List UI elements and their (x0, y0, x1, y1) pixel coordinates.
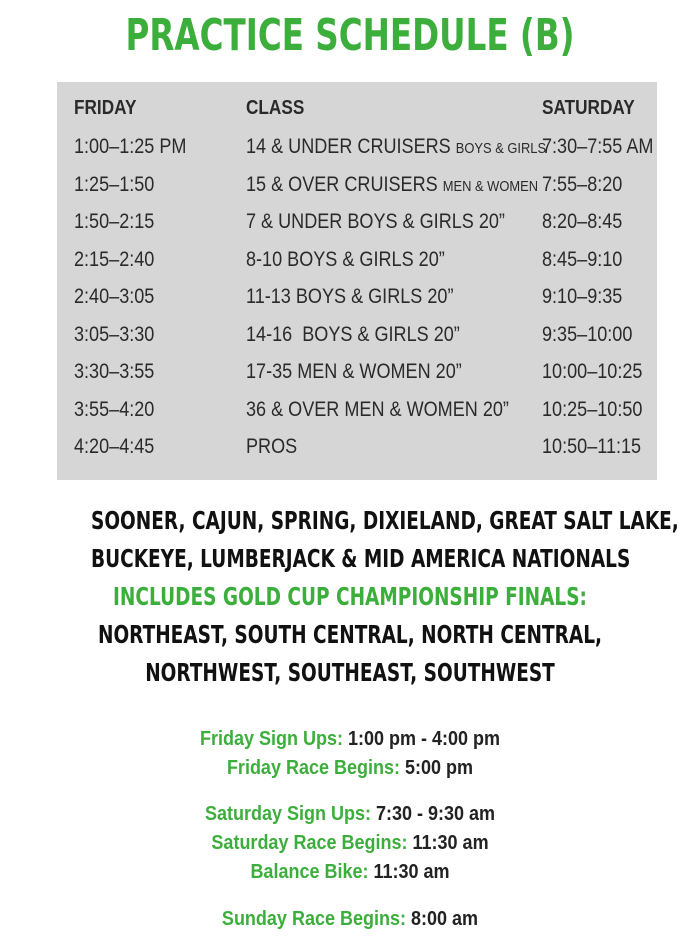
friday-time: 2:15–2:40 (74, 248, 155, 271)
friday-time: 3:55–4:20 (74, 398, 155, 421)
saturday-time: 7:55–8:20 (542, 173, 623, 196)
events-line-4: NORTHEAST, SOUTH CENTRAL, NORTH CENTRAL, (97, 620, 603, 649)
table-row (57, 166, 657, 203)
events-line-1: SOONER, CAJUN, SPRING, DIXIELAND, GREAT SALT LAKE, (91, 506, 679, 535)
saturday-time: 9:35–10:00 (542, 323, 633, 346)
sunday-race (35, 905, 665, 934)
friday-time: 1:50–2:15 (74, 210, 155, 233)
class-name: PROS (246, 435, 298, 458)
saturday-signups (35, 800, 665, 829)
class-name (246, 128, 546, 167)
saturday-times (0, 800, 700, 887)
class-label: 14 & UNDER CRUISERS (246, 135, 451, 158)
table-header-row (57, 90, 657, 127)
table-row (57, 391, 657, 428)
event-list (0, 502, 700, 692)
gold-cup-heading: INCLUDES GOLD CUP CHAMPIONSHIP FINALS: (113, 582, 587, 611)
class-note: MEN & WOMEN (442, 178, 539, 195)
sunday-race-value: 8:00 am (411, 908, 479, 930)
friday-time: 3:05–3:30 (74, 323, 155, 346)
class-name: 17-35 MEN & WOMEN 20” (246, 360, 462, 383)
friday-time: 4:20–4:45 (74, 435, 155, 458)
class-name: 11-13 BOYS & GIRLS 20” (246, 285, 454, 308)
sunday-times (0, 905, 700, 934)
table-row (57, 316, 657, 353)
header-class: CLASS (246, 97, 305, 119)
class-name: 14-16 BOYS & GIRLS 20” (246, 323, 460, 346)
table-row (57, 241, 657, 278)
class-name (246, 166, 538, 205)
saturday-signups-value: 7:30 - 9:30 am (375, 803, 496, 825)
events-line-5: NORTHWEST, SOUTHEAST, SOUTHWEST (145, 658, 555, 687)
class-name: 8-10 BOYS & GIRLS 20” (246, 248, 445, 271)
class-note: BOYS & GIRLS (455, 140, 547, 157)
table-row (57, 278, 657, 315)
friday-race-label: Friday Race Begins: (226, 757, 401, 779)
balance-bike-value: 11:30 am (373, 861, 450, 883)
friday-signups-value: 1:00 pm - 4:00 pm (347, 728, 501, 750)
friday-signups (35, 725, 665, 754)
header-friday: FRIDAY (74, 97, 137, 119)
class-label: 15 & OVER CRUISERS (246, 173, 438, 196)
saturday-time: 9:10–9:35 (542, 285, 623, 308)
class-name: 7 & UNDER BOYS & GIRLS 20” (246, 210, 505, 233)
header-saturday: SATURDAY (542, 97, 635, 119)
saturday-race (35, 829, 665, 858)
saturday-time: 7:30–7:55 AM (542, 135, 654, 158)
friday-times (0, 725, 700, 783)
saturday-time: 8:45–9:10 (542, 248, 623, 271)
table-row (57, 428, 657, 465)
schedule-table (57, 82, 657, 480)
sunday-race-label: Sunday Race Begins: (221, 908, 406, 930)
saturday-signups-label: Saturday Sign Ups: (204, 803, 371, 825)
saturday-time: 10:00–10:25 (542, 360, 643, 383)
saturday-time: 10:25–10:50 (542, 398, 643, 421)
page-title: PRACTICE SCHEDULE (B) (125, 10, 575, 61)
class-name: 36 & OVER MEN & WOMEN 20” (246, 398, 509, 421)
friday-signups-label: Friday Sign Ups: (199, 728, 343, 750)
table-row (57, 128, 657, 165)
saturday-race-label: Saturday Race Begins: (211, 832, 408, 854)
table-row (57, 353, 657, 390)
saturday-time: 8:20–8:45 (542, 210, 623, 233)
saturday-time: 10:50–11:15 (542, 435, 642, 458)
friday-time: 1:25–1:50 (74, 173, 155, 196)
friday-race (35, 754, 665, 783)
friday-time: 1:00–1:25 PM (74, 135, 187, 158)
friday-time: 2:40–3:05 (74, 285, 155, 308)
friday-time: 3:30–3:55 (74, 360, 155, 383)
saturday-race-value: 11:30 am (412, 832, 489, 854)
friday-race-value: 5:00 pm (405, 757, 474, 779)
balance-bike (35, 858, 665, 887)
balance-bike-label: Balance Bike: (250, 861, 369, 883)
events-line-2: BUCKEYE, LUMBERJACK & MID AMERICA NATIONALS (91, 544, 631, 573)
table-row (57, 203, 657, 240)
